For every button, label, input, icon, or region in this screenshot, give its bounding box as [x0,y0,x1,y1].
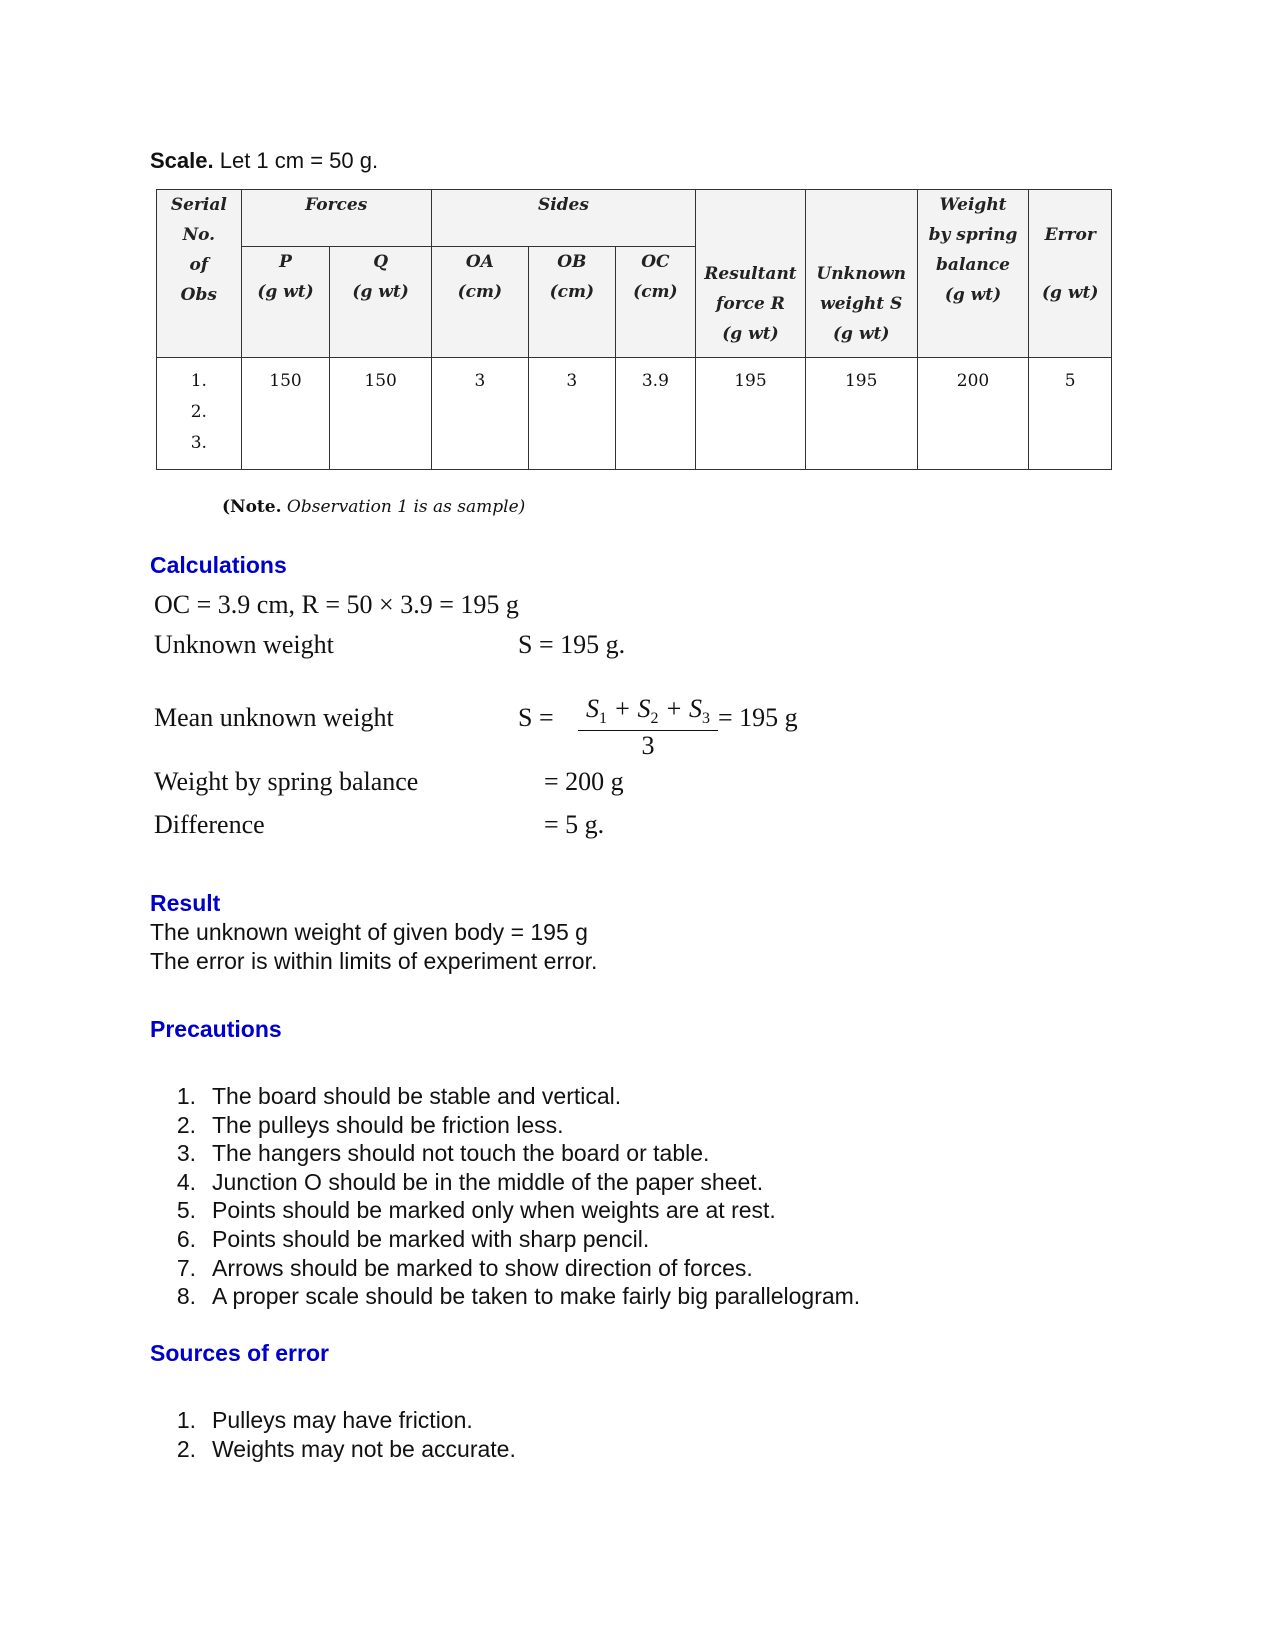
header-resultant [696,190,806,358]
list-item-text: Pulleys may have friction. [212,1407,473,1433]
header-q [330,247,431,358]
list-item-text: The hangers should not touch the board or table. [212,1140,710,1167]
header-text: Unknown [816,264,907,284]
note-label: (Note. [222,497,282,517]
cell-ob: 3 [528,358,615,470]
scale-line [150,148,378,174]
sources-list [150,1406,516,1463]
list-item-text: A proper scale should be taken to make fairly big parallelogram. [212,1283,861,1310]
calc-diff-value: = 5 g. [544,810,605,839]
cell-text: 1. [190,371,207,391]
header-text: weight S [820,294,903,314]
list-item: 6. Points should be marked with sharp pencil. [176,1225,650,1252]
list-item-text: Weights may not be accurate. [212,1435,516,1462]
precautions-heading: Precautions [150,1016,282,1042]
header-text: OC [641,252,670,272]
header-unknown-weight [805,190,917,358]
header-error [1029,190,1112,358]
cell-p: 150 [241,358,330,470]
header-text: force R [716,294,785,314]
header-text: P [279,252,292,272]
header-text: (g wt) [352,282,409,302]
header-text: by spring [928,225,1018,245]
list-item: 4. Junction O should be in the middle of the paper sheet. [176,1168,764,1195]
header-text: (g wt) [722,324,779,344]
note-text: Observation 1 is as sample) [281,497,526,517]
header-text: (cm) [457,282,503,302]
calc-mean-label: Mean unknown weight [154,703,394,732]
cell-text: 2. [190,402,207,422]
header-text: (g wt) [1042,283,1099,303]
table-note [222,497,525,517]
calc-mean-rhs: = 195 g [718,703,798,732]
list-item: 7. Arrows should be marked to show direction of forces. [176,1254,753,1281]
list-item-text: Points should be marked with sharp pencil. [212,1225,650,1252]
header-forces: Forces [241,190,431,247]
result-text [150,918,597,976]
header-ob [528,247,615,358]
cell-unknown-weight: 195 [805,358,917,470]
header-text: (cm) [549,282,595,302]
cell-oa: 3 [431,358,528,470]
cell-serial [157,358,242,470]
result-line: The unknown weight of given body = 195 g [150,919,588,945]
header-text: Q [373,252,389,272]
header-sides: Sides [431,190,695,247]
list-item: 5. Points should be marked only when weights are at rest. [176,1197,776,1224]
calculations-heading: Calculations [150,552,287,578]
list-item-text: Junction O should be in the middle of the paper sheet. [212,1168,764,1195]
calc-mean-fraction [578,694,718,761]
fraction-denominator: 3 [641,731,655,761]
header-text: Resultant [704,264,797,284]
header-spring-weight [917,190,1029,358]
list-item: 1. The board should be stable and vertical. [176,1083,622,1109]
calc-line-oc: OC = 3.9 cm, R = 50 × 3.9 = 195 g [154,590,519,619]
result-line: The error is within limits of experiment error. [150,948,598,974]
list-item-text: Arrows should be marked to show direction of forces. [212,1254,753,1281]
header-text: Obs [180,285,217,305]
header-text: OB [557,252,587,272]
fraction-numerator: $S_1 + S_2 + S_3$ [578,694,718,731]
header-text: Weight [939,195,1007,215]
list-item: 1. Pulleys may have friction. [176,1407,473,1433]
header-text: (g wt) [257,282,314,302]
header-text: No. [182,225,216,245]
cell-text: 3. [190,433,207,453]
calc-spring-value: = 200 g [544,767,624,796]
header-oa [431,247,528,358]
header-p [241,247,330,358]
list-item: 8. A proper scale should be taken to make fairly big parallelogram. [176,1283,861,1310]
calc-unknown-label: Unknown weight [154,630,334,659]
scale-label: Scale. [150,148,214,173]
cell-oc: 3.9 [615,358,695,470]
scale-text: Let 1 cm = 50 g. [213,148,379,173]
cell-q: 150 [330,358,431,470]
list-item: 2. Weights may not be accurate. [176,1435,516,1462]
header-text: (cm) [633,282,678,302]
calc-diff-label: Difference [154,810,265,839]
calc-spring-label: Weight by spring balance [154,767,419,796]
list-item-text: The board should be stable and vertical. [212,1083,622,1109]
list-item-text: The pulleys should be friction less. [212,1111,564,1138]
precautions-list [150,1082,860,1311]
cell-error: 5 [1029,358,1112,470]
header-text: of [189,255,209,275]
header-text: Error [1044,225,1096,245]
header-text: balance [936,255,1010,275]
header-text: Serial [170,195,227,215]
calc-unknown-value: S = 195 g. [518,630,626,659]
list-item: 3. The hangers should not touch the board or table. [176,1140,710,1167]
header-text: (g wt) [833,324,890,344]
header-text: OA [465,252,494,272]
cell-spring-weight: 200 [917,358,1029,470]
table-row [157,358,1112,470]
header-text: (g wt) [944,285,1002,305]
header-oc [615,247,695,358]
header-serial [157,190,242,358]
observation-table [156,189,1112,470]
list-item: 2. The pulleys should be friction less. [176,1111,564,1138]
result-heading: Result [150,890,221,916]
cell-resultant: 195 [696,358,806,470]
list-item-text: Points should be marked only when weights are at rest. [212,1197,776,1224]
calc-mean-lhs: S = [518,703,554,732]
sources-heading: Sources of error [150,1340,329,1366]
